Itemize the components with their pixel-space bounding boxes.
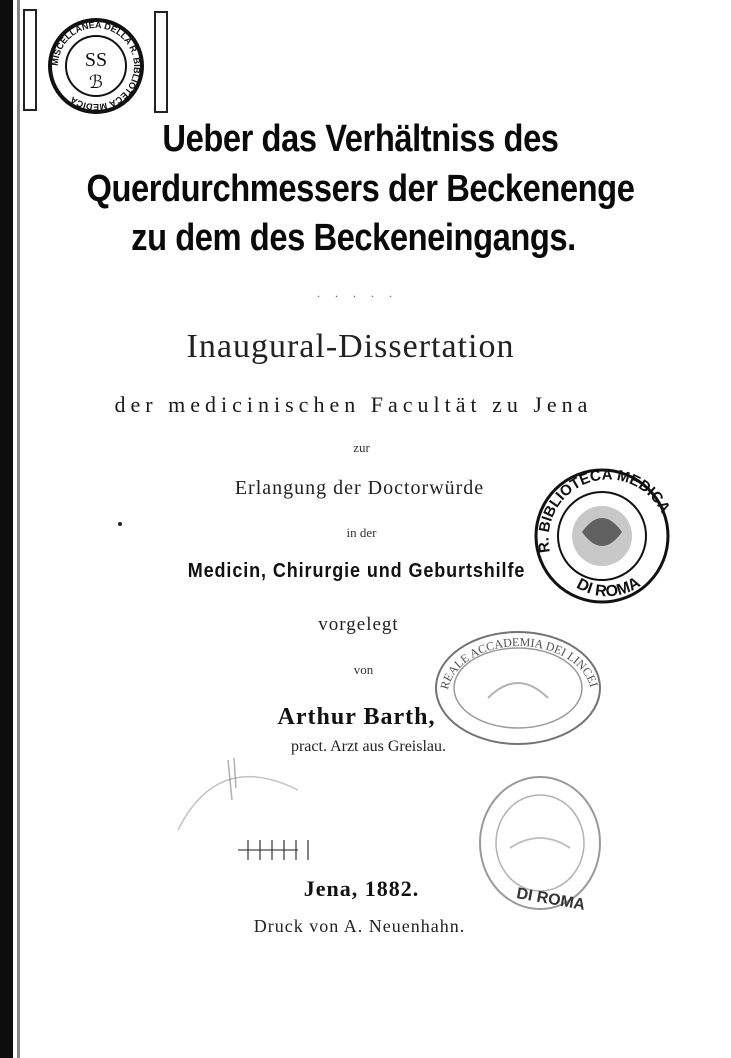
biblioteca-medica-stamp xyxy=(520,462,685,612)
stamp-bottom-text: DI ROMA xyxy=(573,574,644,601)
accademia-stamp xyxy=(428,620,608,750)
dissertation-heading: Inaugural-Dissertation xyxy=(186,328,515,365)
stamp-bottom-text: DI ROMA xyxy=(515,885,587,914)
stamp-ring-text: MISCELLANEA DELLA R. BIBLIOTECA MEDICA xyxy=(49,19,143,113)
title-line-2: Querdurchmessers der Beckenenge xyxy=(86,168,635,210)
printer-line: Druck von A. Neuenhahn. xyxy=(253,916,466,936)
author-name: Arthur Barth, xyxy=(277,704,436,730)
fields-line: Medicin, Chirurgie und Geburtshilfe xyxy=(187,560,526,582)
roma-stamp-bottom xyxy=(470,768,610,918)
library-stamp-top-left xyxy=(20,8,170,120)
title-line-3: zu dem des Beckeneingangs. xyxy=(131,217,576,259)
place-year: Jena, 1882. xyxy=(303,876,420,901)
author-description: pract. Arzt aus Greislau. xyxy=(290,738,447,755)
von-text: von xyxy=(353,662,374,677)
separator: . . . . . xyxy=(317,286,398,300)
ghost-stamp-left xyxy=(168,740,368,870)
svg-text:ℬ: ℬ xyxy=(88,72,104,92)
title-line-1: Ueber das Verhältniss des xyxy=(162,118,559,160)
stamp-center-text: SS xyxy=(84,49,108,71)
faculty-line: der medicinischen Facultät zu Jena xyxy=(114,392,593,417)
stamp-ring-text: R. BIBLIOTECA MEDICA xyxy=(535,466,674,554)
vorgelegt-text: vorgelegt xyxy=(318,614,399,635)
zur-text: zur xyxy=(353,440,370,455)
svg-text:DI ROMA xyxy=(574,574,644,601)
in-der-text: in der xyxy=(346,525,377,540)
purpose-line: Erlangung der Doctorwürde xyxy=(234,477,485,499)
stamp-ring-text: REALE ACCADEMIA DEI LINCEI xyxy=(437,634,602,691)
